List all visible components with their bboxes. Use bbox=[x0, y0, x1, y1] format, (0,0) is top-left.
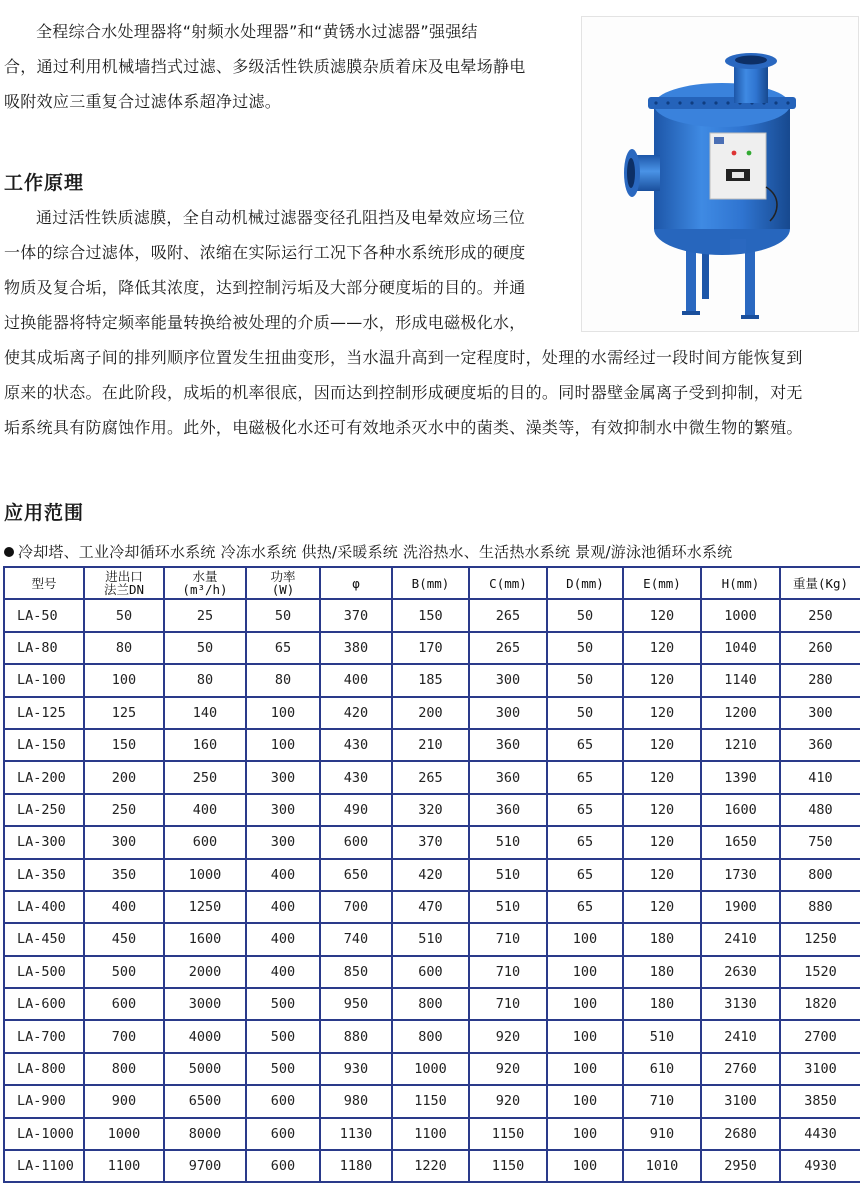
table-cell: 4430 bbox=[780, 1118, 860, 1150]
column-header bbox=[547, 567, 623, 599]
table-cell: LA-100 bbox=[4, 664, 84, 696]
table-cell: 500 bbox=[84, 956, 164, 988]
table-cell: 710 bbox=[469, 923, 547, 955]
table-row bbox=[4, 1118, 860, 1150]
column-header bbox=[623, 567, 701, 599]
table-cell: 300 bbox=[246, 826, 320, 858]
table-cell: 80 bbox=[164, 664, 246, 696]
table-cell: 400 bbox=[246, 956, 320, 988]
table-cell: 50 bbox=[164, 632, 246, 664]
table-cell: 3130 bbox=[701, 988, 780, 1020]
table-cell: 350 bbox=[84, 859, 164, 891]
table-cell: 700 bbox=[320, 891, 392, 923]
table-cell: 420 bbox=[392, 859, 469, 891]
table-cell: 2000 bbox=[164, 956, 246, 988]
table-cell: 65 bbox=[547, 891, 623, 923]
table-cell: LA-1000 bbox=[4, 1118, 84, 1150]
table-cell: 65 bbox=[547, 761, 623, 793]
table-cell: LA-1100 bbox=[4, 1150, 84, 1182]
table-cell: 360 bbox=[469, 761, 547, 793]
column-header bbox=[164, 567, 246, 599]
table-cell: 1520 bbox=[780, 956, 860, 988]
table-cell: 480 bbox=[780, 794, 860, 826]
table-cell: 280 bbox=[780, 664, 860, 696]
table-cell: 510 bbox=[623, 1020, 701, 1052]
table-cell: 710 bbox=[469, 988, 547, 1020]
table-cell: 120 bbox=[623, 632, 701, 664]
table-cell: 430 bbox=[320, 761, 392, 793]
table-cell: 920 bbox=[469, 1053, 547, 1085]
column-header bbox=[246, 567, 320, 599]
table-cell: 1390 bbox=[701, 761, 780, 793]
table-cell: 430 bbox=[320, 729, 392, 761]
principle-line: 使其成垢离子间的排列顺序位置发生扭曲变形，当水温升高到一定程度时，处理的水需经过一段时间方能恢复到 bbox=[4, 348, 803, 367]
table-cell: 4930 bbox=[780, 1150, 860, 1182]
table-cell: 120 bbox=[623, 891, 701, 923]
table-cell: 1730 bbox=[701, 859, 780, 891]
table-cell: 1250 bbox=[164, 891, 246, 923]
table-cell: 710 bbox=[469, 956, 547, 988]
table-cell: LA-700 bbox=[4, 1020, 84, 1052]
column-header bbox=[392, 567, 469, 599]
table-cell: 2630 bbox=[701, 956, 780, 988]
table-cell: 25 bbox=[164, 599, 246, 631]
table-cell: 920 bbox=[469, 1085, 547, 1117]
table-row bbox=[4, 1053, 860, 1085]
section-title-application: 应用范围 bbox=[4, 502, 85, 524]
table-cell: 100 bbox=[547, 1020, 623, 1052]
principle-line: 原来的状态。在此阶段，成垢的机率很底，因而达到控制形成硬度垢的目的。同时器壁金属离子受到抑制，对无 bbox=[4, 383, 803, 402]
table-cell: 200 bbox=[392, 697, 469, 729]
principle-paragraph-full bbox=[4, 340, 860, 445]
table-cell: 250 bbox=[780, 599, 860, 631]
column-header-line1: 重量(Kg) bbox=[792, 575, 849, 591]
table-cell: 1650 bbox=[701, 826, 780, 858]
table-cell: 950 bbox=[320, 988, 392, 1020]
table-cell: 300 bbox=[84, 826, 164, 858]
table-cell: LA-400 bbox=[4, 891, 84, 923]
table-cell: 1600 bbox=[701, 794, 780, 826]
table-cell: 470 bbox=[392, 891, 469, 923]
column-header bbox=[701, 567, 780, 599]
table-cell: 600 bbox=[320, 826, 392, 858]
table-cell: 65 bbox=[547, 859, 623, 891]
table-cell: 140 bbox=[164, 697, 246, 729]
table-cell: 410 bbox=[780, 761, 860, 793]
table-cell: 1040 bbox=[701, 632, 780, 664]
water-processor-icon bbox=[582, 17, 860, 333]
table-cell: 400 bbox=[246, 891, 320, 923]
table-cell: LA-80 bbox=[4, 632, 84, 664]
table-cell: 2700 bbox=[780, 1020, 860, 1052]
column-header-line1: φ bbox=[352, 575, 360, 591]
table-cell: 920 bbox=[469, 1020, 547, 1052]
table-row bbox=[4, 632, 860, 664]
table-cell: 50 bbox=[547, 632, 623, 664]
table-cell: 510 bbox=[469, 859, 547, 891]
table-cell: 265 bbox=[469, 632, 547, 664]
table-cell: 50 bbox=[547, 664, 623, 696]
table-cell: 100 bbox=[547, 1118, 623, 1150]
table-cell: 5000 bbox=[164, 1053, 246, 1085]
table-cell: 100 bbox=[547, 1053, 623, 1085]
table-cell: LA-125 bbox=[4, 697, 84, 729]
table-cell: 180 bbox=[623, 923, 701, 955]
column-header-line1: D(mm) bbox=[566, 575, 604, 591]
table-cell: 1140 bbox=[701, 664, 780, 696]
table-cell: 120 bbox=[623, 664, 701, 696]
table-cell: 600 bbox=[84, 988, 164, 1020]
table-cell: 1150 bbox=[469, 1150, 547, 1182]
intro-line: 合，通过利用机械墙挡式过滤、多级活性铁质滤膜杂质着床及电晕场静电 bbox=[4, 57, 526, 76]
table-row bbox=[4, 988, 860, 1020]
table-cell: 510 bbox=[392, 923, 469, 955]
table-cell: 1900 bbox=[701, 891, 780, 923]
table-cell: 880 bbox=[320, 1020, 392, 1052]
table-cell: LA-500 bbox=[4, 956, 84, 988]
table-cell: 1100 bbox=[84, 1150, 164, 1182]
table-cell: 2680 bbox=[701, 1118, 780, 1150]
table-cell: LA-300 bbox=[4, 826, 84, 858]
table-cell: 100 bbox=[246, 697, 320, 729]
table-cell: 400 bbox=[164, 794, 246, 826]
column-header-line1: 进出口 bbox=[105, 569, 143, 585]
table-cell: 450 bbox=[84, 923, 164, 955]
table-row bbox=[4, 761, 860, 793]
table-cell: 1820 bbox=[780, 988, 860, 1020]
table-cell: 800 bbox=[780, 859, 860, 891]
table-cell: 250 bbox=[84, 794, 164, 826]
table-cell: 1130 bbox=[320, 1118, 392, 1150]
table-cell: 50 bbox=[547, 599, 623, 631]
table-row bbox=[4, 923, 860, 955]
table-cell: 3100 bbox=[701, 1085, 780, 1117]
table-cell: 800 bbox=[392, 1020, 469, 1052]
table-row bbox=[4, 1085, 860, 1117]
table-row bbox=[4, 794, 860, 826]
table-cell: 370 bbox=[392, 826, 469, 858]
spec-table bbox=[3, 566, 860, 1183]
table-cell: 65 bbox=[246, 632, 320, 664]
table-cell: LA-800 bbox=[4, 1053, 84, 1085]
table-cell: 120 bbox=[623, 729, 701, 761]
application-list bbox=[4, 541, 732, 562]
column-header-line1: C(mm) bbox=[489, 575, 527, 591]
table-cell: 125 bbox=[84, 697, 164, 729]
column-header-line1: 型号 bbox=[31, 575, 57, 591]
table-cell: 50 bbox=[84, 599, 164, 631]
table-cell: 1150 bbox=[392, 1085, 469, 1117]
table-row bbox=[4, 956, 860, 988]
table-cell: 980 bbox=[320, 1085, 392, 1117]
table-cell: 1100 bbox=[392, 1118, 469, 1150]
table-row bbox=[4, 1150, 860, 1182]
table-cell: 500 bbox=[246, 1053, 320, 1085]
table-cell: 600 bbox=[246, 1118, 320, 1150]
column-header bbox=[4, 567, 84, 599]
table-cell: 180 bbox=[623, 956, 701, 988]
table-cell: 200 bbox=[84, 761, 164, 793]
table-cell: 150 bbox=[392, 599, 469, 631]
table-cell: 400 bbox=[246, 923, 320, 955]
column-header-line2: (W) bbox=[271, 582, 295, 598]
table-cell: 1000 bbox=[84, 1118, 164, 1150]
table-cell: 360 bbox=[469, 794, 547, 826]
principle-line: 一体的综合过滤体，吸附、浓缩在实际运行工况下各种水系统形成的硬度 bbox=[4, 243, 526, 262]
table-cell: 100 bbox=[84, 664, 164, 696]
table-cell: 210 bbox=[392, 729, 469, 761]
table-cell: LA-200 bbox=[4, 761, 84, 793]
table-cell: 8000 bbox=[164, 1118, 246, 1150]
table-cell: 1250 bbox=[780, 923, 860, 955]
table-cell: 3100 bbox=[780, 1053, 860, 1085]
table-cell: LA-350 bbox=[4, 859, 84, 891]
table-cell: 100 bbox=[547, 923, 623, 955]
table-cell: 120 bbox=[623, 599, 701, 631]
table-cell: 910 bbox=[623, 1118, 701, 1150]
table-cell: 800 bbox=[392, 988, 469, 1020]
table-cell: 3850 bbox=[780, 1085, 860, 1117]
table-cell: 120 bbox=[623, 697, 701, 729]
table-cell: 850 bbox=[320, 956, 392, 988]
table-cell: 500 bbox=[246, 988, 320, 1020]
intro-line: 全程综合水处理器将“射频水处理器”和“黄锈水过滤器”强强结 bbox=[36, 22, 478, 41]
table-cell: 650 bbox=[320, 859, 392, 891]
table-cell: 150 bbox=[84, 729, 164, 761]
product-photo bbox=[581, 16, 859, 332]
column-header-line2: 法兰DN bbox=[103, 582, 145, 598]
column-header-line1: 水量 bbox=[192, 569, 218, 585]
principle-line: 通过活性铁质滤膜，全自动机械过滤器变径孔阻挡及电晕效应场三位 bbox=[36, 208, 526, 227]
table-cell: 1000 bbox=[701, 599, 780, 631]
table-cell: 170 bbox=[392, 632, 469, 664]
table-cell: 2760 bbox=[701, 1053, 780, 1085]
application-text: 冷却塔、工业冷却循环水系统 冷冻水系统 供热/采暖系统 洗浴热水、生活热水系统 景观/游泳池循环水系统 bbox=[18, 543, 733, 561]
table-cell: LA-50 bbox=[4, 599, 84, 631]
spec-table-body bbox=[4, 599, 860, 1182]
table-cell: 180 bbox=[623, 988, 701, 1020]
column-header-line1: B(mm) bbox=[411, 575, 450, 591]
table-cell: 100 bbox=[547, 1150, 623, 1182]
table-cell: 400 bbox=[320, 664, 392, 696]
column-header-line1: E(mm) bbox=[643, 575, 681, 591]
table-row bbox=[4, 891, 860, 923]
table-cell: 1000 bbox=[392, 1053, 469, 1085]
table-row bbox=[4, 697, 860, 729]
table-cell: 65 bbox=[547, 794, 623, 826]
table-cell: 500 bbox=[246, 1020, 320, 1052]
principle-line: 垢系统具有防腐蚀作用。此外，电磁极化水还可有效地杀灭水中的菌类、澡类等，有效抑制水中微生物的繁殖。 bbox=[4, 418, 803, 437]
table-cell: 800 bbox=[84, 1053, 164, 1085]
table-cell: 400 bbox=[84, 891, 164, 923]
table-cell: 250 bbox=[164, 761, 246, 793]
table-cell: 9700 bbox=[164, 1150, 246, 1182]
table-cell: 50 bbox=[246, 599, 320, 631]
table-cell: 2410 bbox=[701, 923, 780, 955]
column-header bbox=[84, 567, 164, 599]
table-cell: 50 bbox=[547, 697, 623, 729]
table-cell: 120 bbox=[623, 761, 701, 793]
table-cell: 4000 bbox=[164, 1020, 246, 1052]
column-header bbox=[780, 567, 860, 599]
table-cell: 80 bbox=[246, 664, 320, 696]
table-cell: LA-150 bbox=[4, 729, 84, 761]
table-cell: 1600 bbox=[164, 923, 246, 955]
table-row bbox=[4, 729, 860, 761]
table-cell: 300 bbox=[246, 761, 320, 793]
table-cell: 3000 bbox=[164, 988, 246, 1020]
column-header-line1: H(mm) bbox=[721, 575, 760, 591]
table-cell: 300 bbox=[469, 697, 547, 729]
table-cell: 1200 bbox=[701, 697, 780, 729]
table-cell: 600 bbox=[246, 1085, 320, 1117]
table-cell: 610 bbox=[623, 1053, 701, 1085]
table-cell: 265 bbox=[392, 761, 469, 793]
table-cell: 750 bbox=[780, 826, 860, 858]
table-cell: 930 bbox=[320, 1053, 392, 1085]
table-cell: 6500 bbox=[164, 1085, 246, 1117]
table-cell: 1000 bbox=[164, 859, 246, 891]
table-cell: 420 bbox=[320, 697, 392, 729]
table-cell: 1210 bbox=[701, 729, 780, 761]
table-cell: 100 bbox=[547, 1085, 623, 1117]
table-cell: 880 bbox=[780, 891, 860, 923]
table-cell: 1010 bbox=[623, 1150, 701, 1182]
table-row bbox=[4, 859, 860, 891]
table-cell: 380 bbox=[320, 632, 392, 664]
table-cell: LA-600 bbox=[4, 988, 84, 1020]
principle-line: 物质及复合垢，降低其浓度，达到控制污垢及大部分硬度垢的目的。并通 bbox=[4, 278, 526, 297]
table-cell: 160 bbox=[164, 729, 246, 761]
table-cell: 120 bbox=[623, 826, 701, 858]
table-cell: 2950 bbox=[701, 1150, 780, 1182]
column-header bbox=[469, 567, 547, 599]
table-cell: 100 bbox=[547, 956, 623, 988]
table-cell: LA-450 bbox=[4, 923, 84, 955]
column-header-line2: (m³/h) bbox=[182, 582, 228, 598]
table-cell: 120 bbox=[623, 794, 701, 826]
bullet-icon bbox=[4, 547, 14, 557]
table-row bbox=[4, 826, 860, 858]
table-cell: 490 bbox=[320, 794, 392, 826]
table-row bbox=[4, 599, 860, 631]
table-cell: 370 bbox=[320, 599, 392, 631]
table-cell: 100 bbox=[547, 988, 623, 1020]
table-cell: 400 bbox=[246, 859, 320, 891]
table-cell: 600 bbox=[164, 826, 246, 858]
table-cell: 300 bbox=[246, 794, 320, 826]
table-cell: 120 bbox=[623, 859, 701, 891]
table-cell: 600 bbox=[246, 1150, 320, 1182]
table-cell: 320 bbox=[392, 794, 469, 826]
table-cell: LA-250 bbox=[4, 794, 84, 826]
spec-table-header bbox=[4, 567, 860, 599]
table-cell: 740 bbox=[320, 923, 392, 955]
table-cell: 265 bbox=[469, 599, 547, 631]
table-cell: 510 bbox=[469, 826, 547, 858]
table-cell: 2410 bbox=[701, 1020, 780, 1052]
header-row bbox=[4, 567, 860, 599]
table-cell: 300 bbox=[469, 664, 547, 696]
table-cell: 710 bbox=[623, 1085, 701, 1117]
table-cell: 1180 bbox=[320, 1150, 392, 1182]
table-cell: 1150 bbox=[469, 1118, 547, 1150]
table-cell: 360 bbox=[780, 729, 860, 761]
table-row bbox=[4, 664, 860, 696]
principle-paragraph-top bbox=[4, 200, 574, 340]
table-cell: 100 bbox=[246, 729, 320, 761]
table-cell: 700 bbox=[84, 1020, 164, 1052]
table-cell: 80 bbox=[84, 632, 164, 664]
section-title-principle: 工作原理 bbox=[4, 172, 85, 194]
intro-paragraph bbox=[4, 14, 574, 119]
table-cell: 510 bbox=[469, 891, 547, 923]
principle-line: 过换能器将特定频率能量转换给被处理的介质——水，形成电磁极化水， bbox=[4, 313, 526, 332]
table-cell: 260 bbox=[780, 632, 860, 664]
table-cell: 900 bbox=[84, 1085, 164, 1117]
table-cell: 65 bbox=[547, 729, 623, 761]
table-cell: 1220 bbox=[392, 1150, 469, 1182]
table-cell: 65 bbox=[547, 826, 623, 858]
table-cell: 185 bbox=[392, 664, 469, 696]
table-cell: 360 bbox=[469, 729, 547, 761]
table-cell: LA-900 bbox=[4, 1085, 84, 1117]
column-header bbox=[320, 567, 392, 599]
table-cell: 300 bbox=[780, 697, 860, 729]
intro-line: 吸附效应三重复合过滤体系超净过滤。 bbox=[4, 92, 282, 111]
table-row bbox=[4, 1020, 860, 1052]
column-header-line1: 功率 bbox=[270, 569, 296, 585]
table-cell: 600 bbox=[392, 956, 469, 988]
